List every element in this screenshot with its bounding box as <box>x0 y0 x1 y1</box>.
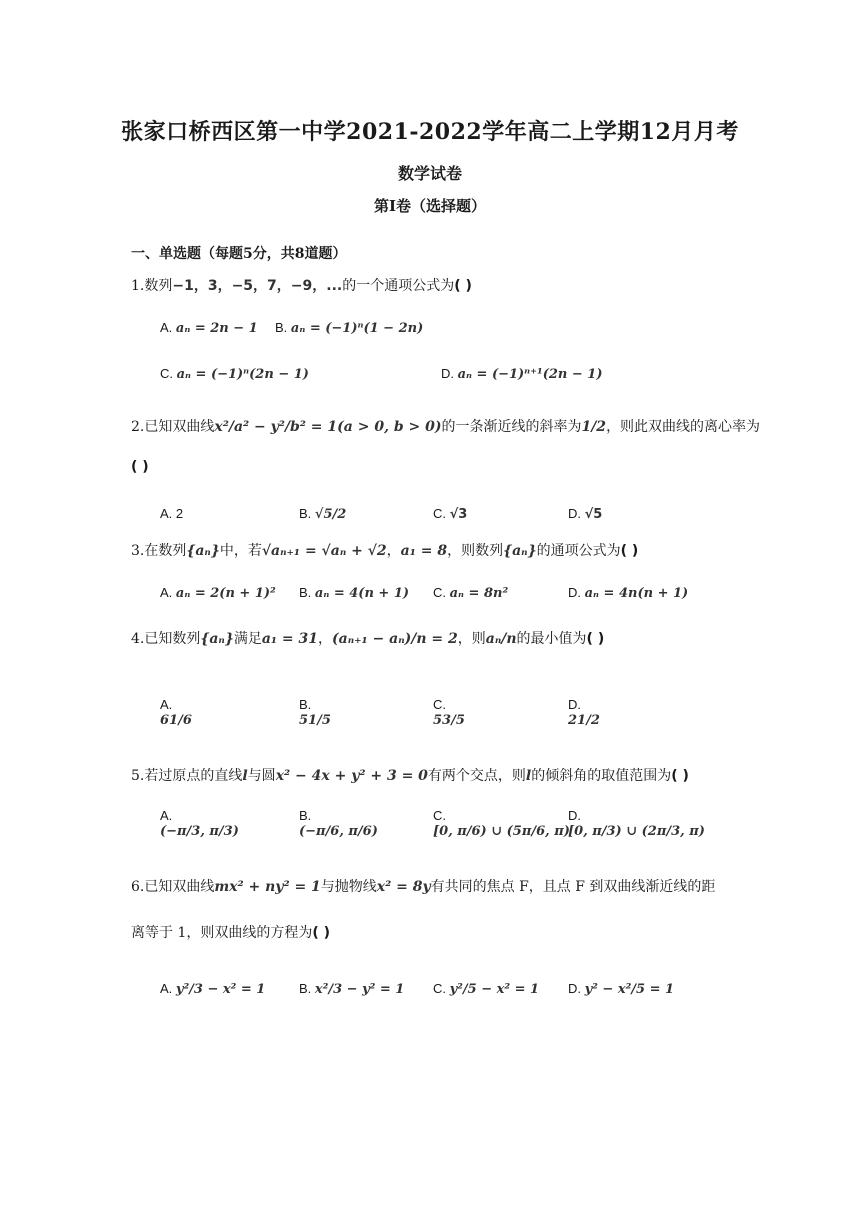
math-expr: −1，3，−5，7，−9，... <box>172 278 343 294</box>
option-label: C. <box>433 585 446 600</box>
option-d[interactable] <box>568 981 674 997</box>
question-text: 的一个通项公式为 <box>342 278 455 294</box>
option-b[interactable] <box>299 808 378 839</box>
option-label: D. <box>568 585 581 600</box>
volume-heading: 第Ⅰ卷（选择题） <box>373 197 487 215</box>
option-b[interactable] <box>299 585 409 601</box>
question-1 <box>131 275 472 295</box>
option-label: A. <box>160 697 173 712</box>
option-math: √5 <box>584 507 603 522</box>
option-label: D. <box>568 506 581 521</box>
option-d[interactable] <box>568 697 600 728</box>
math-expr: l <box>525 768 532 784</box>
math-expr: {aₙ} <box>186 543 220 559</box>
math-expr: {aₙ} <box>200 631 234 647</box>
math-expr: x² = 8y <box>376 879 431 895</box>
math-expr: l <box>242 768 248 784</box>
question-text: 的最小值为 <box>516 631 587 647</box>
question-text: 的倾斜角的取值范围为 <box>531 768 672 784</box>
question-text: 3.在数列 <box>131 543 187 559</box>
question-text: 的一条渐近线的斜率为 <box>441 419 582 435</box>
option-c[interactable] <box>160 366 309 382</box>
math-expr: a₁ = 31 <box>261 631 319 647</box>
option-b[interactable] <box>299 981 404 997</box>
question-text: 6.已知双曲线 <box>131 879 215 895</box>
question-4 <box>131 628 604 648</box>
answer-paren: ( ) <box>586 631 605 647</box>
option-a[interactable] <box>160 697 192 728</box>
option-label: C. <box>433 697 446 712</box>
question-2 <box>131 416 760 436</box>
option-math: [0, π/3) ∪ (2π/3, π) <box>568 824 705 839</box>
question-text: ，则 <box>457 631 486 647</box>
answer-paren: ( ) <box>671 768 689 784</box>
question-text: 5.若过原点的直线 <box>131 768 243 784</box>
option-math: 53/5 <box>433 713 465 728</box>
option-b[interactable] <box>275 320 423 336</box>
option-math: (−π/6, π/6) <box>299 824 378 839</box>
option-math: aₙ = (−1)ⁿ(2n − 1) <box>176 367 309 382</box>
option-b[interactable] <box>299 697 331 728</box>
option-c[interactable] <box>433 808 570 839</box>
option-label: A. <box>160 506 173 521</box>
question-text: 1.数列 <box>131 278 173 294</box>
exam-subtitle: 数学试卷 <box>397 164 462 183</box>
option-math: aₙ = 4(n + 1) <box>314 586 410 601</box>
question-text: ，则此双曲线的离心率为 <box>606 419 761 435</box>
option-a[interactable] <box>160 585 276 601</box>
option-math: x²/3 − y² = 1 <box>314 982 405 997</box>
option-label: C. <box>433 506 446 521</box>
question-text: ， <box>386 543 401 559</box>
exam-title: 张家口桥西区第一中学2021-2022学年高二上学期12月月考 <box>121 119 739 145</box>
option-math: y² − x²/5 = 1 <box>584 982 675 997</box>
option-d[interactable] <box>568 585 688 601</box>
option-math: 61/6 <box>160 713 192 728</box>
answer-paren: ( ) <box>131 459 149 475</box>
option-math: [0, π/6) ∪ (5π/6, π) <box>433 824 570 839</box>
option-label: B. <box>299 506 312 521</box>
option-label: D. <box>568 697 581 712</box>
math-expr: x² − 4x + y² + 3 = 0 <box>275 768 428 784</box>
math-expr: aₙ/n <box>485 631 517 647</box>
option-math: y²/3 − x² = 1 <box>175 982 266 997</box>
option-a[interactable] <box>160 808 239 839</box>
math-expr: x²/a² − y²/b² = 1(a > 0, b > 0) <box>214 419 442 435</box>
question-2-paren <box>131 459 149 475</box>
option-math: aₙ = 2n − 1 <box>175 321 258 336</box>
option-label: A. <box>160 981 173 996</box>
option-label: C. <box>160 366 173 381</box>
option-math: aₙ = 4n(n + 1) <box>584 586 689 601</box>
question-text: ，则数列 <box>447 543 504 559</box>
answer-paren: ( ) <box>620 543 639 559</box>
question-text: 离等于 1，则双曲线的方程为 <box>131 925 313 941</box>
option-math: 21/2 <box>568 713 600 728</box>
option-math: aₙ = (−1)ⁿ(1 − 2n) <box>290 321 424 336</box>
question-5 <box>131 765 689 785</box>
question-text: 2.已知双曲线 <box>131 419 215 435</box>
math-expr: {aₙ} <box>503 543 537 559</box>
option-label: B. <box>299 808 312 823</box>
option-label: D. <box>441 366 454 381</box>
answer-paren: ( ) <box>312 925 331 941</box>
question-text: 中，若 <box>219 543 262 559</box>
option-math: aₙ = 2(n + 1)² <box>175 586 276 601</box>
option-label: B. <box>299 697 312 712</box>
option-label: B. <box>299 981 312 996</box>
math-expr: 1/2 <box>581 419 607 435</box>
option-a[interactable] <box>160 506 183 521</box>
option-c[interactable] <box>433 585 508 601</box>
option-math: 2 <box>175 506 184 521</box>
option-c[interactable] <box>433 697 465 728</box>
question-text: 有两个交点，则 <box>427 768 526 784</box>
option-math: (−π/3, π/3) <box>160 824 239 839</box>
option-math: √5/2 <box>314 507 347 522</box>
option-label: D. <box>568 808 581 823</box>
question-text: 与圆 <box>247 768 276 784</box>
question-6-line-2 <box>131 922 330 942</box>
option-c[interactable] <box>433 506 467 522</box>
option-label: D. <box>568 981 581 996</box>
question-text: 4.已知数列 <box>131 631 201 647</box>
option-label: B. <box>275 320 288 335</box>
answer-paren: ( ) <box>454 278 472 294</box>
option-a[interactable] <box>160 981 265 997</box>
option-d[interactable] <box>441 366 603 382</box>
option-label: C. <box>433 981 446 996</box>
math-expr: a₁ = 8 <box>400 543 448 559</box>
section-heading: 一、单选题（每题5分，共8道题） <box>131 246 347 262</box>
option-label: B. <box>299 585 312 600</box>
option-math: aₙ = 8n² <box>449 586 509 601</box>
math-expr: mx² + ny² = 1 <box>214 879 321 895</box>
question-text: 满足 <box>233 631 262 647</box>
question-6 <box>131 876 715 896</box>
option-c[interactable] <box>433 981 539 997</box>
option-label: C. <box>433 808 446 823</box>
option-math: √3 <box>449 507 468 522</box>
option-math: aₙ = (−1)ⁿ⁺¹(2n − 1) <box>457 367 603 382</box>
option-b[interactable] <box>299 506 346 522</box>
math-expr: (aₙ₊₁ − aₙ)/n = 2 <box>332 631 458 647</box>
question-text: ， <box>318 631 333 647</box>
option-label: A. <box>160 585 173 600</box>
option-math: y²/5 − x² = 1 <box>449 982 540 997</box>
question-text: 的通项公式为 <box>536 543 621 559</box>
option-label: A. <box>160 808 173 823</box>
option-a[interactable] <box>160 320 258 336</box>
question-text: 与抛物线 <box>320 879 377 895</box>
math-expr: √aₙ₊₁ = √aₙ + √2 <box>261 543 387 559</box>
option-label: A. <box>160 320 173 335</box>
option-math: 51/5 <box>299 713 331 728</box>
option-d[interactable] <box>568 808 705 839</box>
question-text: 有共同的焦点 F，且点 F 到双曲线渐近线的距 <box>430 879 716 895</box>
option-d[interactable] <box>568 506 602 522</box>
question-3 <box>131 540 638 560</box>
